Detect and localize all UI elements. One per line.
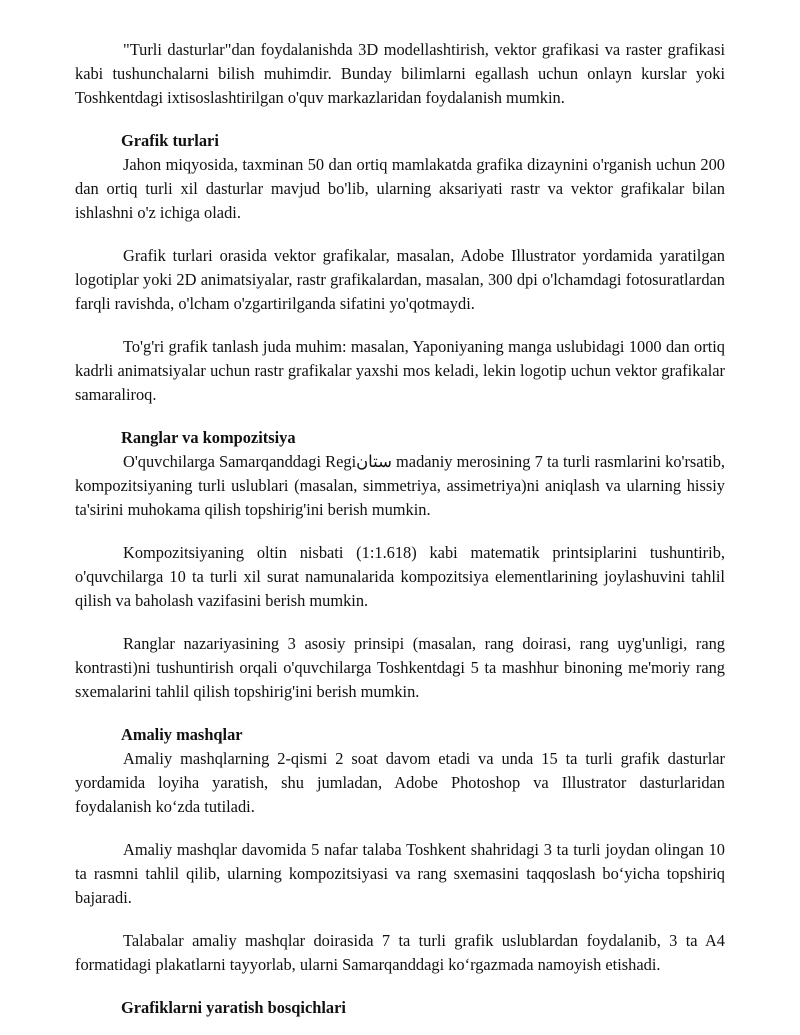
document-page bbox=[75, 38, 725, 1020]
heading-grafiklarni-yaratish: Grafiklarni yaratish bosqichlari bbox=[121, 998, 346, 1017]
heading-ranglar-kompozitsiya: Ranglar va kompozitsiya bbox=[121, 428, 296, 447]
paragraph-ranglar-1: O'quvchilarga Samarqanddagi Regiستان madaniy merosining 7 ta turli rasmlarini ko'rsatib, kompozitsiyaning turli uslublari (masalan, simmetriya, assimetriya)ni aniqlash va ularning hissiy ta'sirini muhokama qilish topshirig'ini berish mumkin. bbox=[75, 452, 725, 519]
paragraph-ranglar-2: Kompozitsiyaning oltin nisbati (1:1.618) kabi matematik printsiplarini tushuntirib, o'quvchilarga 10 ta turli xil surat namunalarida kompozitsiya elementlarining joylashuvini tahlil qilish va baholash vazifasini berish mumkin. bbox=[75, 543, 725, 610]
paragraph-grafik-1: Jahon miqyosida, taxminan 50 dan ortiq mamlakatda grafika dizaynini o'rganish uchun 200 dan ortiq turli xil dasturlar mavjud bo'lib, ularning aksariyati rastr va vektor grafikalar bilan ishlashni o'z ichiga oladi. bbox=[75, 155, 725, 222]
paragraph-intro: "Turli dasturlar"dan foydalanishda 3D modellashtirish, vektor grafikasi va raster grafikasi kabi tushunchalarni bilish muhimdir. Bunday bilimlarni egallash uchun onlayn kurslar yoki Toshkentdagi ixtisoslashtirilgan o'quv markazlaridan foydalanish mumkin. bbox=[75, 40, 725, 107]
paragraph-amaliy-1: Amaliy mashqlarning 2-qismi 2 soat davom etadi va unda 15 ta turli grafik dasturlar yordamida loyiha yaratish, shu jumladan, Adobe Photoshop va Illustrator dasturlaridan foydalanish ko‘zda tutiladi. bbox=[75, 749, 725, 816]
paragraph-amaliy-3: Talabalar amaliy mashqlar doirasida 7 ta turli grafik uslublardan foydalanib, 3 ta A4 formatidagi plakatlarni tayyorlab, ularni Samarqanddagi ko‘rgazmada namoyish etishadi. bbox=[75, 931, 725, 974]
paragraph-grafik-2: Grafik turlari orasida vektor grafikalar, masalan, Adobe Illustrator yordamida yaratilgan logotiplar yoki 2D animatsiyalar, rastr grafikalardan, masalan, 300 dpi o'lchamdagi fotosuratlardan farqli ravishda, o'lcham o'zgartirilganda sifatini yo'qotmaydi. bbox=[75, 246, 725, 313]
paragraph-amaliy-2: Amaliy mashqlar davomida 5 nafar talaba Toshkent shahridagi 3 ta turli joydan olingan 10 ta rasmni tahlil qilib, ularning kompozitsiyasi va rang sxemasini taqqoslash bo‘yicha topshiriq bajaradi. bbox=[75, 840, 725, 907]
heading-amaliy-mashqlar: Amaliy mashqlar bbox=[121, 725, 243, 744]
paragraph-grafik-3: To'g'ri grafik tanlash juda muhim: masalan, Yaponiyaning manga uslubidagi 1000 dan ortiq kadrli animatsiyalar uchun rastr grafikalar yaxshi mos keladi, lekin logotip uchun vektor grafikalar samaraliroq. bbox=[75, 337, 725, 404]
heading-grafik-turlari: Grafik turlari bbox=[121, 131, 219, 150]
paragraph-ranglar-3: Ranglar nazariyasining 3 asosiy prinsipi (masalan, rang doirasi, rang uyg'unligi, rang kontrasti)ni tushuntirish orqali o'quvchilarga Toshkentdagi 5 ta mashhur binoning me'moriy rang sxemalarini tahlil qilish topshirig'ini berish mumkin. bbox=[75, 634, 725, 701]
